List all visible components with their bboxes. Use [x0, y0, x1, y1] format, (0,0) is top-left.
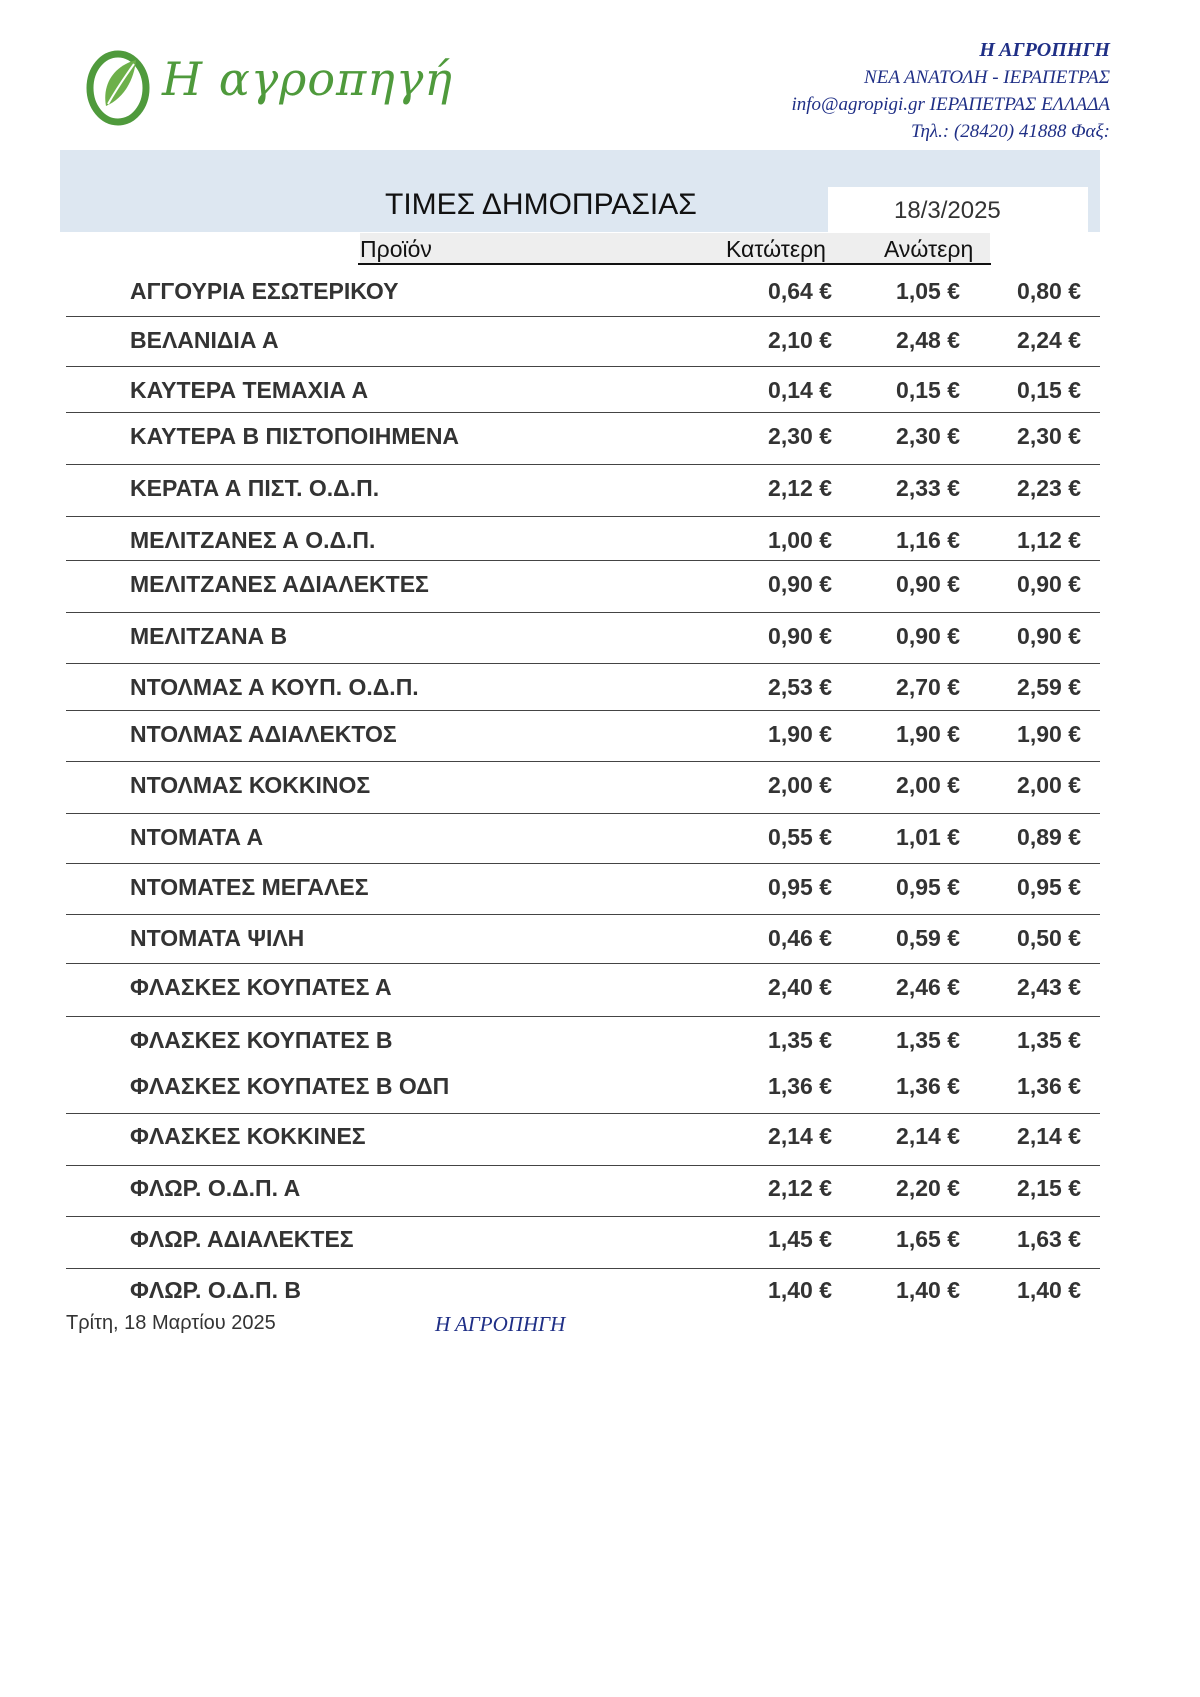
- price-high: 1,01 €: [896, 824, 960, 850]
- price-low: 1,00 €: [768, 527, 832, 553]
- price-low: 0,14 €: [768, 377, 832, 403]
- price-high: 0,90 €: [896, 623, 960, 649]
- row-divider: [66, 813, 1100, 814]
- product-name: ΦΛΑΣΚΕΣ ΚΟΥΠΑΤΕΣ Β ΟΔΠ: [130, 1073, 450, 1099]
- price-average: 0,80 €: [1017, 278, 1081, 304]
- price-high: 2,00 €: [896, 772, 960, 798]
- price-average: 2,15 €: [1017, 1175, 1081, 1201]
- price-high: 1,05 €: [896, 278, 960, 304]
- product-name: ΚΕΡΑΤΑ Α ΠΙΣΤ. Ο.Δ.Π.: [130, 475, 380, 501]
- table-row: [0, 670, 1200, 704]
- price-high: 1,16 €: [896, 527, 960, 553]
- row-divider: [66, 963, 1100, 964]
- logo-text: Η αγροπηγή: [162, 52, 453, 106]
- row-divider: [66, 710, 1100, 711]
- price-high: 0,95 €: [896, 874, 960, 900]
- price-average: 1,35 €: [1017, 1027, 1081, 1053]
- price-average: 2,23 €: [1017, 475, 1081, 501]
- price-high: 2,33 €: [896, 475, 960, 501]
- product-name: ΜΕΛΙΤΖΑΝΑ Β: [130, 623, 288, 649]
- price-low: 0,46 €: [768, 925, 832, 951]
- price-high: 2,30 €: [896, 423, 960, 449]
- price-average: 2,24 €: [1017, 327, 1081, 353]
- table-row: [0, 567, 1200, 601]
- product-name: ΝΤΟΜΑΤΑ ΨΙΛΗ: [130, 925, 305, 951]
- leaf-icon: [84, 46, 154, 126]
- table-row: [0, 523, 1200, 557]
- table-row: [0, 768, 1200, 802]
- price-average: 1,36 €: [1017, 1073, 1081, 1099]
- row-divider: [66, 914, 1100, 915]
- price-average: 1,12 €: [1017, 527, 1081, 553]
- price-high: 2,20 €: [896, 1175, 960, 1201]
- price-low: 2,53 €: [768, 674, 832, 700]
- product-name: ΦΛΑΣΚΕΣ ΚΟΚΚΙΝΕΣ: [130, 1123, 366, 1149]
- table-row: [0, 1069, 1200, 1103]
- price-high: 1,35 €: [896, 1027, 960, 1053]
- row-divider: [66, 316, 1100, 317]
- product-name: ΚΑΥΤΕΡΑ ΤΕΜΑΧΙΑ Α: [130, 377, 369, 403]
- price-average: 0,15 €: [1017, 377, 1081, 403]
- auction-date: 18/3/2025: [894, 197, 1001, 224]
- price-low: 0,55 €: [768, 824, 832, 850]
- table-row: [0, 717, 1200, 751]
- product-name: ΦΛΩΡ. Ο.Δ.Π. Β: [130, 1277, 302, 1303]
- table-row: [0, 619, 1200, 653]
- price-average: 0,90 €: [1017, 571, 1081, 597]
- price-low: 2,30 €: [768, 423, 832, 449]
- row-divider: [66, 663, 1100, 664]
- page-title: ΤΙΜΕΣ ΔΗΜΟΠΡΑΣΙΑΣ: [385, 188, 697, 221]
- price-average: 2,14 €: [1017, 1123, 1081, 1149]
- table-row: [0, 323, 1200, 357]
- row-divider: [66, 412, 1100, 413]
- price-low: 2,40 €: [768, 974, 832, 1000]
- company-info: [791, 36, 1110, 145]
- price-average: 0,89 €: [1017, 824, 1081, 850]
- price-low: 2,14 €: [768, 1123, 832, 1149]
- date-box: [828, 187, 1088, 233]
- company-email-line: info@agropigi.gr ΙΕΡΑΠΕΤΡΑΣ ΕΛΛΑΔΑ: [791, 94, 1110, 115]
- price-average: 2,43 €: [1017, 974, 1081, 1000]
- price-average: 1,90 €: [1017, 721, 1081, 747]
- price-high: 1,90 €: [896, 721, 960, 747]
- row-divider: [66, 863, 1100, 864]
- price-low: 2,12 €: [768, 1175, 832, 1201]
- company-phone-line: Τηλ.: (28420) 41888 Φαξ:: [910, 121, 1110, 142]
- price-high: 1,36 €: [896, 1073, 960, 1099]
- price-low: 1,40 €: [768, 1277, 832, 1303]
- price-high: 2,14 €: [896, 1123, 960, 1149]
- table-row: [0, 820, 1200, 854]
- price-average: 2,59 €: [1017, 674, 1081, 700]
- product-name: ΒΕΛΑΝΙΔΙΑ Α: [130, 327, 279, 353]
- table-row: [0, 1023, 1200, 1057]
- price-low: 0,95 €: [768, 874, 832, 900]
- price-high: 1,40 €: [896, 1277, 960, 1303]
- table-row: [0, 921, 1200, 955]
- table-row: [0, 419, 1200, 453]
- company-address: ΝΕΑ ΑΝΑΤΟΛΗ - ΙΕΡΑΠΕΤΡΑΣ: [864, 67, 1110, 88]
- price-high: 1,65 €: [896, 1226, 960, 1252]
- row-divider: [66, 366, 1100, 367]
- row-divider: [66, 1216, 1100, 1217]
- row-divider: [66, 464, 1100, 465]
- table-row: [0, 1119, 1200, 1153]
- price-low: 1,45 €: [768, 1226, 832, 1252]
- price-average: 2,00 €: [1017, 772, 1081, 798]
- header-high: Ανώτερη: [884, 236, 974, 262]
- row-divider: [66, 612, 1100, 613]
- product-name: ΜΕΛΙΤΖΑΝΕΣ ΑΔΙΑΛΕΚΤΕΣ: [130, 571, 429, 597]
- table-row: [0, 870, 1200, 904]
- price-average: 1,40 €: [1017, 1277, 1081, 1303]
- price-high: 0,90 €: [896, 571, 960, 597]
- product-name: ΝΤΟΛΜΑΣ ΑΔΙΑΛΕΚΤΟΣ: [130, 721, 397, 747]
- company-name: Η ΑΓΡΟΠΗΓΗ: [979, 39, 1110, 61]
- row-divider: [66, 516, 1100, 517]
- price-high: 2,48 €: [896, 327, 960, 353]
- product-name: ΦΛΑΣΚΕΣ ΚΟΥΠΑΤΕΣ Α: [130, 974, 392, 1000]
- product-name: ΦΛΩΡ. Ο.Δ.Π. Α: [130, 1175, 301, 1201]
- price-low: 1,35 €: [768, 1027, 832, 1053]
- table-row: [0, 471, 1200, 505]
- company-logo: [84, 42, 453, 142]
- price-average: 0,95 €: [1017, 874, 1081, 900]
- row-divider: [66, 1016, 1100, 1017]
- price-average: 0,90 €: [1017, 623, 1081, 649]
- price-average: 1,63 €: [1017, 1226, 1081, 1252]
- header-product: Προϊόν: [360, 236, 432, 262]
- price-high: 0,59 €: [896, 925, 960, 951]
- product-name: ΦΛΩΡ. ΑΔΙΑΛΕΚΤΕΣ: [130, 1226, 354, 1252]
- product-name: ΝΤΟΜΑΤΕΣ ΜΕΓΑΛΕΣ: [130, 874, 369, 900]
- price-average: 0,50 €: [1017, 925, 1081, 951]
- product-name: ΝΤΟΛΜΑΣ ΚΟΚΚΙΝΟΣ: [130, 772, 371, 798]
- product-name: ΝΤΟΛΜΑΣ Α ΚΟΥΠ. Ο.Δ.Π.: [130, 674, 419, 700]
- price-low: 0,90 €: [768, 571, 832, 597]
- product-name: ΦΛΑΣΚΕΣ ΚΟΥΠΑΤΕΣ Β: [130, 1027, 393, 1053]
- row-divider: [66, 1268, 1100, 1269]
- price-low: 2,10 €: [768, 327, 832, 353]
- product-name: ΚΑΥΤΕΡΑ Β ΠΙΣΤΟΠΟΙΗΜΕΝΑ: [130, 423, 460, 449]
- row-divider: [66, 1165, 1100, 1166]
- price-high: 2,46 €: [896, 974, 960, 1000]
- price-low: 1,36 €: [768, 1073, 832, 1099]
- row-divider: [66, 761, 1100, 762]
- row-divider: [66, 1113, 1100, 1114]
- table-row: [0, 274, 1200, 308]
- footer-company: Η ΑΓΡΟΠΗΓΗ: [435, 1312, 566, 1336]
- price-high: 2,70 €: [896, 674, 960, 700]
- price-average: 2,30 €: [1017, 423, 1081, 449]
- header-underline: [358, 263, 991, 265]
- table-row: [0, 1273, 1200, 1307]
- header-low: Κατώτερη: [726, 236, 826, 262]
- table-row: [0, 970, 1200, 1004]
- price-low: 2,00 €: [768, 772, 832, 798]
- footer-date: Τρίτη, 18 Μαρτίου 2025: [66, 1312, 276, 1334]
- price-low: 1,90 €: [768, 721, 832, 747]
- table-row: [0, 373, 1200, 407]
- row-divider: [66, 560, 1100, 561]
- product-name: ΝΤΟΜΑΤΑ Α: [130, 824, 264, 850]
- price-low: 0,64 €: [768, 278, 832, 304]
- price-high: 0,15 €: [896, 377, 960, 403]
- product-name: ΜΕΛΙΤΖΑΝΕΣ Α Ο.Δ.Π.: [130, 527, 376, 553]
- price-low: 2,12 €: [768, 475, 832, 501]
- price-low: 0,90 €: [768, 623, 832, 649]
- product-name: ΑΓΓΟΥΡΙΑ ΕΣΩΤΕΡΙΚΟΥ: [130, 278, 399, 304]
- table-row: [0, 1171, 1200, 1205]
- table-row: [0, 1222, 1200, 1256]
